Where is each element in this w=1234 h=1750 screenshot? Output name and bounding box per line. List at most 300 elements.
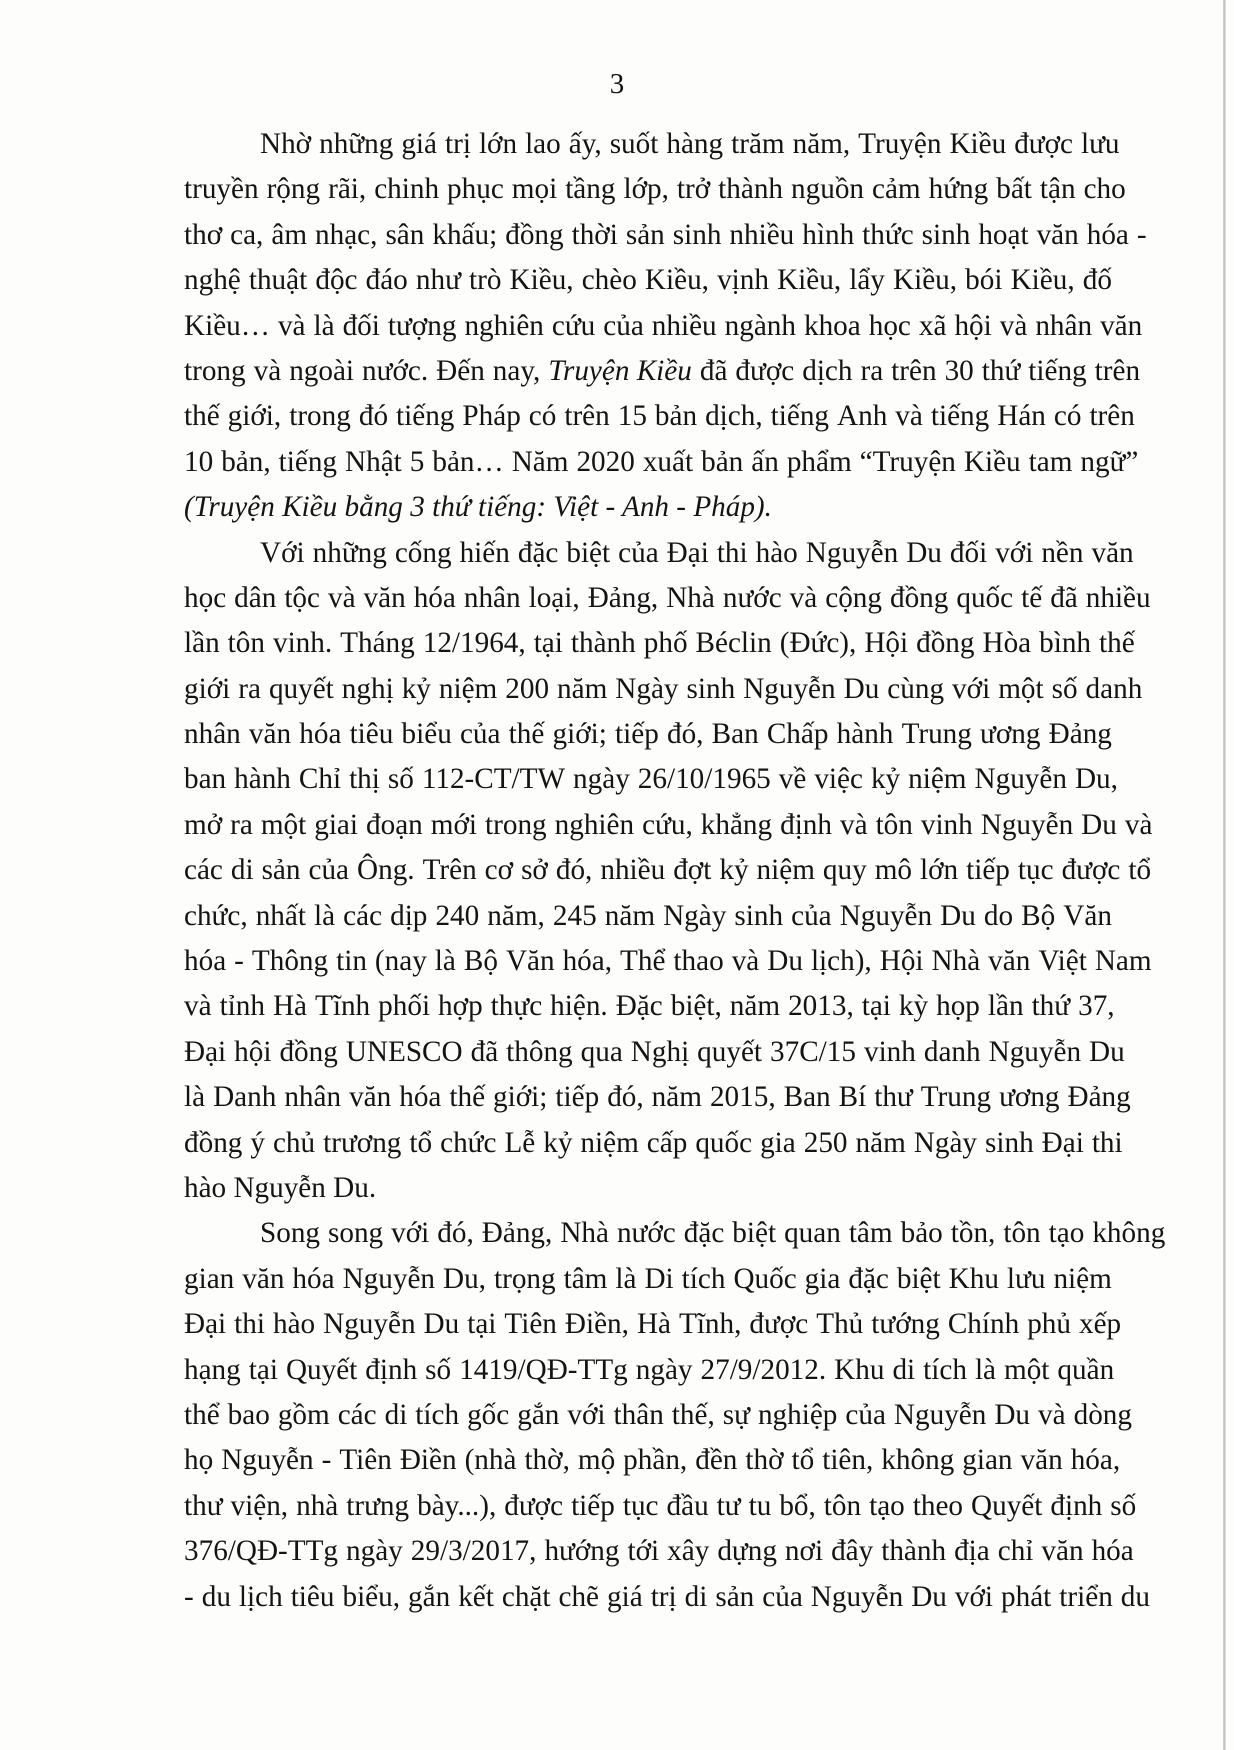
word: năm <box>729 990 781 1023</box>
word: nguồn <box>791 173 864 206</box>
word: Du <box>423 1308 460 1341</box>
word: Nhà <box>666 581 715 614</box>
word: gian <box>962 1444 1013 1477</box>
paragraph <box>184 531 1153 1212</box>
word: (nhà <box>464 1444 517 1477</box>
word: chỉ <box>997 1535 1034 1568</box>
word: tu <box>748 1489 772 1522</box>
word: vịnh <box>717 264 769 297</box>
word: tượng <box>387 309 457 342</box>
word: họ <box>184 1444 214 1477</box>
word: mở <box>184 808 223 841</box>
word: trong <box>184 354 246 387</box>
word: Ông. <box>357 854 415 887</box>
word: Trên <box>422 854 477 887</box>
word: văn <box>242 1262 285 1295</box>
text-line <box>184 1393 1132 1438</box>
word: Kiều, <box>509 264 574 297</box>
word: và <box>999 309 1028 342</box>
word: Đến <box>436 354 485 387</box>
word: danh <box>923 1035 981 1068</box>
word: và <box>253 354 282 387</box>
word: niệm <box>580 1126 639 1159</box>
word: đầu <box>666 1489 709 1522</box>
word: đặc <box>683 1217 725 1250</box>
word: khoa <box>803 309 861 342</box>
word: hội <box>234 1035 272 1068</box>
word: ngày <box>573 763 630 796</box>
word: suốt <box>609 128 659 160</box>
word: lớn <box>919 854 959 887</box>
word: thờ <box>745 1444 784 1477</box>
word: chẽ <box>558 1580 600 1613</box>
word: Hán <box>997 400 1046 433</box>
word: biệt <box>732 1217 777 1250</box>
word: (nay <box>374 945 427 978</box>
word: Pháp <box>462 400 521 433</box>
word: đáo <box>365 264 408 297</box>
word: quy <box>822 854 867 887</box>
word: lớn <box>478 128 518 160</box>
word: và <box>1124 808 1153 841</box>
word: việc <box>814 763 863 796</box>
word: 376/QĐ-TTg <box>184 1535 339 1568</box>
word: danh <box>1085 672 1143 705</box>
word: ra <box>230 808 253 841</box>
word: có <box>1053 400 1082 433</box>
word: đoạn <box>366 808 423 841</box>
word: kỳ <box>898 990 929 1023</box>
word: sản <box>625 218 665 251</box>
word: nghệ <box>184 264 241 297</box>
word: lịch <box>238 1580 283 1613</box>
word: Nguyễn <box>974 763 1067 796</box>
word: 245 <box>552 899 597 932</box>
word: một <box>260 808 307 841</box>
word: phục <box>447 173 504 206</box>
word: trong <box>289 400 351 433</box>
word: với <box>954 1580 994 1613</box>
word: tại <box>467 1308 497 1341</box>
word: biệt <box>896 1262 941 1295</box>
word: kết <box>458 1580 494 1613</box>
word: Ban <box>711 718 759 751</box>
word: Nguyễn <box>323 1308 416 1341</box>
word: văn <box>1036 218 1079 251</box>
word: Nguyễn <box>221 1444 314 1477</box>
word: phát <box>1001 1580 1052 1613</box>
word: Truyện <box>858 128 942 160</box>
word: nhà <box>296 1489 339 1522</box>
word: và <box>731 945 760 978</box>
word: nhất <box>255 899 306 932</box>
word: Du <box>940 899 976 932</box>
word: đó <box>358 400 389 433</box>
word: Nhà <box>931 945 981 978</box>
text-line <box>184 1030 1125 1075</box>
word: văn <box>349 1081 392 1114</box>
text-line <box>184 712 1120 757</box>
word: tôn <box>823 1489 862 1522</box>
word: cứu <box>551 309 596 342</box>
word: Với <box>260 536 305 569</box>
word: ra <box>860 354 884 387</box>
word: trở <box>676 173 711 206</box>
word: của <box>308 854 350 887</box>
word: 250 <box>803 1126 848 1159</box>
word: hóa <box>1091 1535 1134 1568</box>
word: di <box>384 1398 408 1431</box>
word: tạo <box>869 1489 905 1522</box>
word: 29/3/2017, <box>410 1535 537 1568</box>
word: nhân <box>463 581 521 614</box>
word: tư <box>716 1489 741 1522</box>
word: Khu <box>834 1353 885 1386</box>
word: phố <box>643 627 688 660</box>
word: tế <box>1021 581 1043 614</box>
word: nhiều <box>651 309 717 342</box>
word: lẩy <box>849 264 885 297</box>
word: Kiều <box>949 128 1007 160</box>
word: và <box>895 400 923 433</box>
word: văn <box>988 945 1031 978</box>
word: tiên, <box>822 1444 874 1477</box>
word: như <box>415 264 461 297</box>
word: Tháng <box>340 627 415 660</box>
word: độc <box>315 264 358 297</box>
word: Nguyễn <box>988 1035 1082 1068</box>
word: Nam <box>1094 945 1152 978</box>
word: hào Nguyễn Du. <box>184 1171 377 1204</box>
word: thế, <box>671 1398 715 1431</box>
word: rãi, <box>328 173 367 206</box>
word: hóa <box>1086 218 1129 251</box>
word: tới <box>627 1535 660 1568</box>
word: lớp, <box>623 173 669 206</box>
word: trên <box>1089 400 1135 433</box>
word: Hội <box>864 627 909 660</box>
word: và <box>184 990 212 1023</box>
word: triển <box>1059 1580 1113 1613</box>
word: trong <box>485 808 547 841</box>
word: là <box>314 899 336 932</box>
word: thành <box>570 627 636 660</box>
word: tiêu <box>349 718 394 751</box>
word: nhân <box>184 718 241 751</box>
word: Đại <box>184 1035 227 1068</box>
word: quyết <box>697 1035 763 1068</box>
word: chủ <box>272 1126 316 1159</box>
word: gốc <box>467 1398 510 1431</box>
word: văn <box>248 718 292 751</box>
word: là <box>184 1081 206 1114</box>
word: gia <box>804 1262 841 1295</box>
word: kỷ <box>543 1126 573 1159</box>
word: 37, <box>1078 990 1115 1023</box>
word: hướng <box>544 1535 620 1568</box>
word: thế <box>184 400 220 433</box>
word: tại <box>248 1353 278 1386</box>
word: hào <box>755 536 798 569</box>
word: Tĩnh <box>315 990 371 1023</box>
word: với <box>567 1398 606 1431</box>
text-line <box>184 848 1152 893</box>
word: năm, <box>792 128 851 160</box>
word: hành <box>836 718 894 751</box>
word: ca, <box>230 218 264 251</box>
word: thế <box>449 1081 486 1114</box>
word: Nguyễn <box>342 1262 435 1295</box>
word: tại <box>533 627 563 660</box>
word: hình <box>802 218 855 251</box>
word: quyết <box>268 672 334 705</box>
word: khấu; <box>432 218 498 251</box>
word: thư <box>874 1081 913 1114</box>
word: Ngày <box>663 899 727 932</box>
word: xã <box>918 309 947 342</box>
text-line <box>184 757 1120 802</box>
word: giới; <box>552 718 607 751</box>
word: - <box>234 945 244 978</box>
word: 5 <box>409 445 425 478</box>
word: Đảng, <box>481 1217 553 1250</box>
word: niệm <box>756 854 815 887</box>
word: thi <box>234 1308 265 1341</box>
word: sự <box>722 1398 750 1431</box>
word: Ban <box>783 1081 831 1114</box>
word: Tĩnh, <box>678 1308 742 1341</box>
word: đó, <box>666 718 704 751</box>
word: với <box>391 1217 430 1250</box>
word: năm <box>855 1126 906 1159</box>
word: dịch <box>802 354 853 387</box>
text-line <box>184 122 1120 167</box>
word: Chỉ <box>298 763 342 796</box>
word: hóa <box>184 945 227 978</box>
word: hóa, <box>562 945 613 978</box>
word: Béclin <box>695 627 772 660</box>
word: Chính <box>947 1308 1020 1341</box>
word: lần <box>987 990 1024 1023</box>
word: hóa <box>399 1081 442 1114</box>
word: du <box>1120 1580 1150 1613</box>
word: chèo <box>581 264 637 297</box>
word: sản <box>261 854 301 887</box>
word: tôn <box>1003 1217 1041 1250</box>
word: hợp <box>438 990 483 1023</box>
word: lao <box>525 128 561 160</box>
word: số <box>425 1353 452 1386</box>
word: 30 <box>944 354 974 387</box>
word: 15 <box>617 400 647 433</box>
word: 27/9/2012. <box>700 1353 827 1386</box>
word: Năm <box>511 445 569 478</box>
word: vinh. <box>272 627 333 660</box>
word: đó, <box>555 854 593 887</box>
word: sân <box>385 218 425 251</box>
word: vinh <box>863 1035 916 1068</box>
word: khẳng <box>700 808 773 841</box>
word: Du, <box>443 1262 486 1295</box>
word: viện, <box>230 1489 289 1522</box>
word: thế <box>1099 627 1135 660</box>
word: dòng <box>1073 1398 1132 1431</box>
word: Thông <box>251 945 329 978</box>
word: Kiều, <box>777 264 842 297</box>
word: Lễ <box>504 1126 536 1159</box>
word: tục <box>1017 854 1054 887</box>
word: giá <box>401 128 437 160</box>
word: Du <box>1081 808 1117 841</box>
word: giới, <box>227 400 282 433</box>
word: ban <box>184 763 227 796</box>
word: rộng <box>266 173 321 206</box>
word: hội <box>954 309 992 342</box>
paragraph <box>184 1211 1166 1620</box>
word: chức, <box>184 899 248 932</box>
word: xếp <box>1078 1308 1122 1341</box>
word: Việt <box>1038 945 1087 978</box>
word: định <box>1050 1489 1103 1522</box>
word: đồng <box>505 218 564 251</box>
word: nước <box>722 581 782 614</box>
word: nghiên <box>464 309 544 342</box>
word: Nguyễn <box>893 1398 987 1431</box>
word: di <box>892 1353 916 1386</box>
word: - <box>184 1580 194 1613</box>
word: thức <box>862 218 914 251</box>
text-line <box>184 440 1139 485</box>
word: Du <box>1089 1035 1125 1068</box>
word: ngày <box>346 1535 403 1568</box>
word: Kiều, <box>1010 264 1075 297</box>
word: được <box>1014 128 1073 160</box>
word: sinh <box>734 899 784 932</box>
word: đợt <box>673 854 712 887</box>
word: nền <box>1041 536 1084 569</box>
word: qua <box>580 1035 623 1068</box>
text-line <box>184 803 1153 848</box>
word: nhiều <box>1085 581 1151 614</box>
word: định <box>780 808 832 841</box>
word: kỷ <box>870 763 901 796</box>
word: gắn <box>517 1398 560 1431</box>
word: phần, <box>623 1444 688 1477</box>
word: Văn <box>505 945 555 978</box>
word: bày...), <box>417 1489 497 1522</box>
word: số <box>1110 1489 1137 1522</box>
word: cho <box>1083 173 1126 206</box>
word: nhiều <box>600 854 666 887</box>
word: lịch), <box>810 945 872 978</box>
word: giới; <box>493 1081 548 1114</box>
word: được <box>735 354 795 387</box>
word: Nguyễn <box>839 899 933 932</box>
word: những <box>312 536 387 569</box>
word: bản <box>654 400 698 433</box>
word: chức <box>440 1126 497 1159</box>
word: mọi <box>511 173 558 206</box>
word: Kiều, <box>893 264 958 297</box>
word: giá <box>607 1580 643 1613</box>
word: “Truyện <box>859 445 956 478</box>
word: thứ <box>1031 990 1071 1023</box>
word: song <box>328 1217 384 1250</box>
word: quốc <box>695 1126 753 1159</box>
word: Trung <box>920 1081 992 1114</box>
word: trên <box>891 354 937 387</box>
word: sở <box>521 854 548 887</box>
word: tiếng <box>930 400 990 433</box>
word: chinh <box>374 173 440 206</box>
word: tiếp <box>571 1489 615 1522</box>
word: biệt, <box>670 990 722 1023</box>
word: kỷ <box>719 854 749 887</box>
word: Thủ <box>816 1308 864 1341</box>
word: trị <box>650 1580 677 1613</box>
word: cộng <box>825 581 882 614</box>
word: Khu <box>948 1262 999 1295</box>
word: (Đức), <box>779 627 857 660</box>
word: thi <box>716 536 748 569</box>
text-line <box>184 394 1135 439</box>
text-line <box>184 1438 1120 1483</box>
word: loại, <box>528 581 580 614</box>
word: ương <box>980 718 1041 751</box>
word: đồng <box>916 627 975 660</box>
word: ngoài <box>289 354 355 387</box>
word: Đảng <box>1067 1081 1131 1114</box>
word: thành <box>718 173 784 206</box>
word: 112-CT/TW <box>421 763 566 796</box>
text-line <box>184 1211 1166 1256</box>
word: hào <box>272 1308 316 1341</box>
word: Ngày <box>615 672 679 705</box>
word: sinh <box>672 218 722 251</box>
word: thao <box>673 945 724 978</box>
word: 12/1964, <box>422 627 526 660</box>
word: nhân <box>1035 309 1093 342</box>
word: Điền <box>399 1444 457 1477</box>
word: của <box>791 899 832 932</box>
word: tôn <box>227 627 265 660</box>
word: bổ, <box>779 1489 816 1522</box>
page-number: 3 <box>609 68 625 100</box>
word: ngữ” <box>1080 445 1139 478</box>
word: tục <box>622 1489 659 1522</box>
word: 10 <box>184 445 214 478</box>
word: các <box>184 854 223 887</box>
word: với <box>952 672 991 705</box>
word: đối <box>342 309 380 342</box>
word: tiếp <box>966 854 1010 887</box>
word: do <box>983 899 1014 932</box>
word: trưng <box>346 1489 410 1522</box>
word: sinh <box>686 672 736 705</box>
word: thi <box>1091 1126 1123 1159</box>
word: hành <box>234 763 291 796</box>
word: Hà <box>636 1308 671 1341</box>
word: mộ <box>577 1444 616 1477</box>
word: Du <box>767 945 803 978</box>
word: được <box>1061 854 1121 887</box>
word: lưu <box>1081 128 1120 160</box>
word: với <box>995 536 1034 569</box>
word: di <box>684 1580 708 1613</box>
word: xây <box>667 1535 710 1568</box>
word: nhiều <box>729 218 795 251</box>
word: là <box>313 309 335 342</box>
